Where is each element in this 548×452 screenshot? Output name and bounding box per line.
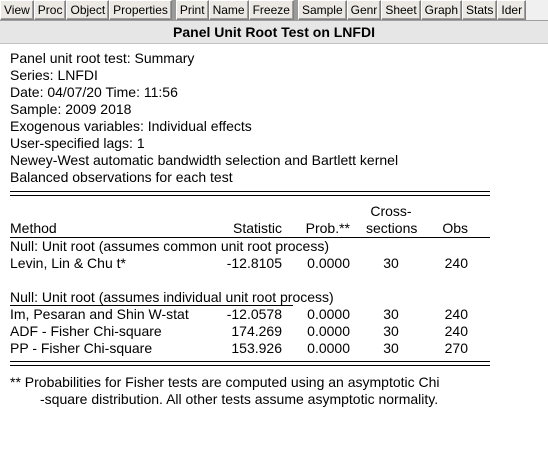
view-button[interactable]: View bbox=[0, 0, 34, 20]
genr-button[interactable]: Genr bbox=[347, 0, 382, 20]
section2-title-text: Null: Unit root (assumes individual unit root process) bbox=[10, 289, 334, 305]
row-sections: 30 bbox=[383, 340, 399, 356]
table-row bbox=[10, 323, 490, 340]
freeze-button[interactable]: Freeze bbox=[249, 0, 294, 20]
header-sections: sections bbox=[366, 220, 418, 236]
row-prob: 0.0000 bbox=[307, 340, 350, 356]
header-statistic: Statistic bbox=[232, 220, 282, 236]
info-line: Series: LNFDI bbox=[10, 67, 98, 83]
table-row bbox=[10, 255, 490, 272]
section1-title bbox=[10, 238, 490, 255]
row-obs: 270 bbox=[444, 340, 468, 356]
row-statistic: 153.926 bbox=[231, 340, 282, 356]
info-line: User-specified lags: 1 bbox=[10, 135, 145, 151]
output-content bbox=[10, 50, 490, 408]
table-row bbox=[10, 306, 490, 323]
section2-title bbox=[10, 289, 490, 306]
header-row bbox=[10, 220, 490, 237]
header-row-top bbox=[10, 203, 490, 220]
proc-button[interactable]: Proc bbox=[34, 0, 67, 20]
stats-button[interactable]: Stats bbox=[462, 0, 497, 20]
info-line: Balanced observations for each test bbox=[10, 169, 233, 185]
row-obs: 240 bbox=[444, 323, 468, 339]
info-line: Panel unit root test: Summary bbox=[10, 50, 195, 66]
row-prob: 0.0000 bbox=[307, 323, 350, 339]
object-button[interactable]: Object bbox=[66, 0, 109, 20]
footnote-line: -square distribution. All other tests assume asymptotic normality. bbox=[40, 391, 439, 407]
row-sections: 30 bbox=[383, 306, 399, 322]
footnote bbox=[10, 374, 490, 408]
row-method: PP - Fisher Chi-square bbox=[10, 340, 153, 356]
properties-button[interactable]: Properties bbox=[109, 0, 172, 20]
row-method: Levin, Lin & Chu t* bbox=[10, 255, 126, 271]
info-line: Newey-West automatic bandwidth selection and Bartlett kernel bbox=[10, 152, 399, 168]
row-method: ADF - Fisher Chi-square bbox=[10, 323, 162, 339]
section1-title-text: Null: Unit root (assumes common unit root process) bbox=[10, 238, 329, 254]
header-obs: Obs bbox=[442, 220, 468, 236]
ident-button[interactable]: Ider bbox=[497, 0, 526, 20]
info-line: Date: 04/07/20 Time: 11:56 bbox=[10, 84, 178, 100]
sheet-button[interactable]: Sheet bbox=[381, 0, 420, 20]
table-row bbox=[10, 340, 490, 357]
toolbar bbox=[0, 0, 548, 21]
output-title: Panel Unit Root Test on LNFDI bbox=[0, 21, 548, 44]
footnote-line: ** Probabilities for Fisher tests are computed using an asymptotic Chi bbox=[10, 374, 440, 390]
row-statistic: -12.8105 bbox=[226, 255, 282, 271]
info-line: Sample: 2009 2018 bbox=[10, 101, 132, 117]
info-line: Exogenous variables: Individual effects bbox=[10, 118, 252, 134]
header-cross: Cross- bbox=[370, 203, 412, 219]
row-obs: 240 bbox=[444, 306, 468, 322]
row-sections: 30 bbox=[383, 255, 399, 271]
sample-button[interactable]: Sample bbox=[298, 0, 347, 20]
row-statistic: 174.269 bbox=[231, 323, 282, 339]
print-button[interactable]: Print bbox=[176, 0, 209, 20]
row-prob: 0.0000 bbox=[307, 255, 350, 271]
name-button[interactable]: Name bbox=[209, 0, 249, 20]
row-statistic: -12.0578 bbox=[226, 306, 282, 322]
test-info bbox=[10, 50, 490, 186]
header-method: Method bbox=[10, 220, 57, 236]
results-table bbox=[10, 196, 490, 357]
row-method: Im, Pesaran and Shin W-stat bbox=[10, 306, 189, 322]
row-obs: 240 bbox=[444, 255, 468, 271]
graph-button[interactable]: Graph bbox=[421, 0, 462, 20]
row-prob: 0.0000 bbox=[307, 306, 350, 322]
header-prob: Prob.** bbox=[305, 220, 350, 236]
row-sections: 30 bbox=[383, 323, 399, 339]
